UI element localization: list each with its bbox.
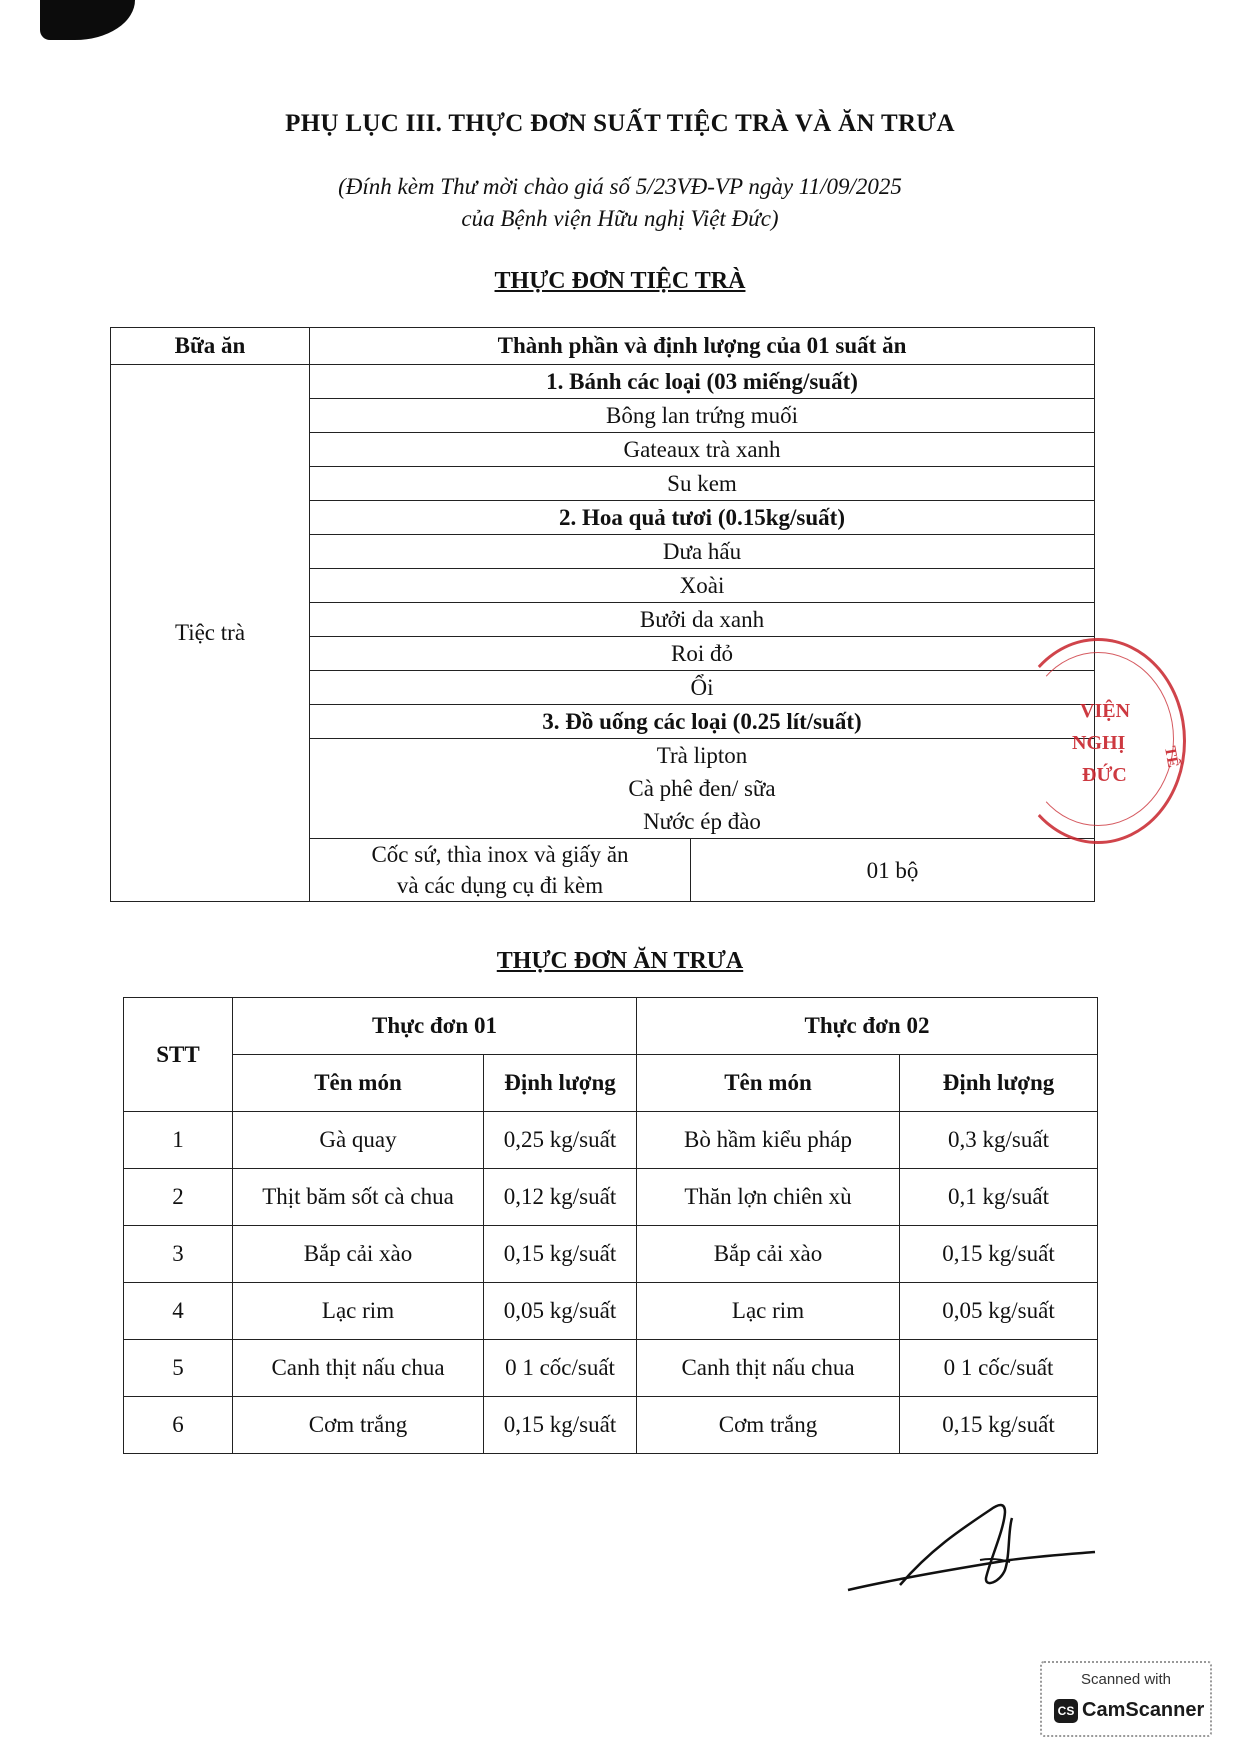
dish-menu1: Gà quay xyxy=(233,1112,484,1169)
group-title: 1. Bánh các loại (03 miếng/suất) xyxy=(310,365,1095,399)
stamp-text-side: TẾ xyxy=(1160,744,1182,769)
document-subtitle-line2: của Bệnh viện Hữu nghị Việt Đức) xyxy=(461,206,779,231)
dish-menu2: Bò hầm kiểu pháp xyxy=(637,1112,900,1169)
list-item: Cà phê đen/ sữa xyxy=(310,772,1095,805)
list-item: Su kem xyxy=(310,467,1095,501)
amount-menu1: 0,15 kg/suất xyxy=(484,1397,637,1454)
scan-corner-shadow xyxy=(40,0,135,40)
list-item: Trà lipton xyxy=(310,739,1095,773)
list-item: Dưa hấu xyxy=(310,535,1095,569)
equipment-cell xyxy=(310,839,691,902)
list-item: Roi đỏ xyxy=(310,637,1095,671)
equipment-line1: Cốc sứ, thìa inox và giấy ăn xyxy=(371,842,629,867)
table-row xyxy=(124,1397,1098,1454)
menu-02-header: Thực đơn 02 xyxy=(637,998,1098,1055)
list-item: Bông lan trứng muối xyxy=(310,399,1095,433)
dish-menu1: Cơm trắng xyxy=(233,1397,484,1454)
tea-menu-heading: THỰC ĐƠN TIỆC TRÀ xyxy=(494,268,746,294)
col-stt-header: STT xyxy=(124,998,233,1112)
dish-menu1: Bắp cải xào xyxy=(233,1226,484,1283)
col-dish-header: Tên món xyxy=(637,1055,900,1112)
row-stt: 6 xyxy=(124,1397,233,1454)
stamp-text-line2: NGHỊ xyxy=(1072,732,1126,754)
document-subtitle-line1: (Đính kèm Thư mời chào giá số 5/23VĐ-VP ngày 11/09/2025 xyxy=(338,174,902,199)
list-item: Gateaux trà xanh xyxy=(310,433,1095,467)
amount-menu1: 0,12 kg/suất xyxy=(484,1169,637,1226)
tea-menu-table xyxy=(110,327,1095,902)
watermark-brand: CamScanner xyxy=(1082,1699,1205,1721)
row-stt: 2 xyxy=(124,1169,233,1226)
camscanner-logo-icon: CS xyxy=(1054,1699,1078,1723)
stamp-text-line1: VIỆN xyxy=(1080,700,1131,722)
table-row xyxy=(124,1169,1098,1226)
col-amount-header: Định lượng xyxy=(484,1055,637,1112)
list-item: Bưởi da xanh xyxy=(310,603,1095,637)
list-item: Nước ép đào xyxy=(310,805,1095,839)
row-stt: 1 xyxy=(124,1112,233,1169)
equipment-qty: 01 bộ xyxy=(691,839,1095,902)
table-row xyxy=(124,1226,1098,1283)
row-stt: 5 xyxy=(124,1340,233,1397)
dish-menu2: Lạc rim xyxy=(637,1283,900,1340)
list-item: Xoài xyxy=(310,569,1095,603)
dish-menu2: Bắp cải xào xyxy=(637,1226,900,1283)
amount-menu2: 0,05 kg/suất xyxy=(900,1283,1098,1340)
amount-menu2: 0,15 kg/suất xyxy=(900,1226,1098,1283)
amount-menu1: 0,15 kg/suất xyxy=(484,1226,637,1283)
table-row xyxy=(124,1283,1098,1340)
amount-menu2: 0,1 kg/suất xyxy=(900,1169,1098,1226)
dish-menu1: Canh thịt nấu chua xyxy=(233,1340,484,1397)
stamp-text-line3: ĐỨC xyxy=(1082,764,1127,786)
row-stt: 4 xyxy=(124,1283,233,1340)
table-row xyxy=(124,1340,1098,1397)
menu-01-header: Thực đơn 01 xyxy=(233,998,637,1055)
equipment-line2: và các dụng cụ đi kèm xyxy=(396,873,604,899)
amount-menu2: 0 1 cốc/suất xyxy=(900,1340,1098,1397)
group-title: 2. Hoa quả tươi (0.15kg/suất) xyxy=(310,501,1095,535)
amount-menu2: 0,3 kg/suất xyxy=(900,1112,1098,1169)
table-header-row xyxy=(111,328,1095,365)
dish-menu2: Thăn lợn chiên xù xyxy=(637,1169,900,1226)
table-row xyxy=(124,1112,1098,1169)
meal-name-cell: Tiệc trà xyxy=(111,365,310,902)
lunch-menu-heading: THỰC ĐƠN ĂN TRƯA xyxy=(496,948,744,974)
col-meal-header: Bữa ăn xyxy=(111,328,310,365)
col-amount-header: Định lượng xyxy=(900,1055,1098,1112)
dish-menu1: Lạc rim xyxy=(233,1283,484,1340)
dish-menu2: Canh thịt nấu chua xyxy=(637,1340,900,1397)
camscanner-watermark xyxy=(1040,1661,1212,1737)
amount-menu1: 0,05 kg/suất xyxy=(484,1283,637,1340)
dish-menu1: Thịt băm sốt cà chua xyxy=(233,1169,484,1226)
handwritten-signature xyxy=(840,1490,1100,1610)
watermark-caption: Scanned with xyxy=(1080,1671,1172,1688)
document-title: PHỤ LỤC III. THỰC ĐƠN SUẤT TIỆC TRÀ VÀ ĂN TRƯA xyxy=(285,110,955,137)
lunch-menu-table xyxy=(123,997,1098,1454)
amount-menu1: 0,25 kg/suất xyxy=(484,1112,637,1169)
col-dish-header: Tên món xyxy=(233,1055,484,1112)
amount-menu2: 0,15 kg/suất xyxy=(900,1397,1098,1454)
list-item: Ổi xyxy=(310,671,1095,705)
row-stt: 3 xyxy=(124,1226,233,1283)
dish-menu2: Cơm trắng xyxy=(637,1397,900,1454)
amount-menu1: 0 1 cốc/suất xyxy=(484,1340,637,1397)
col-content-header: Thành phần và định lượng của 01 suất ăn xyxy=(310,328,1095,365)
group-title: 3. Đồ uống các loại (0.25 lít/suất) xyxy=(310,705,1095,739)
